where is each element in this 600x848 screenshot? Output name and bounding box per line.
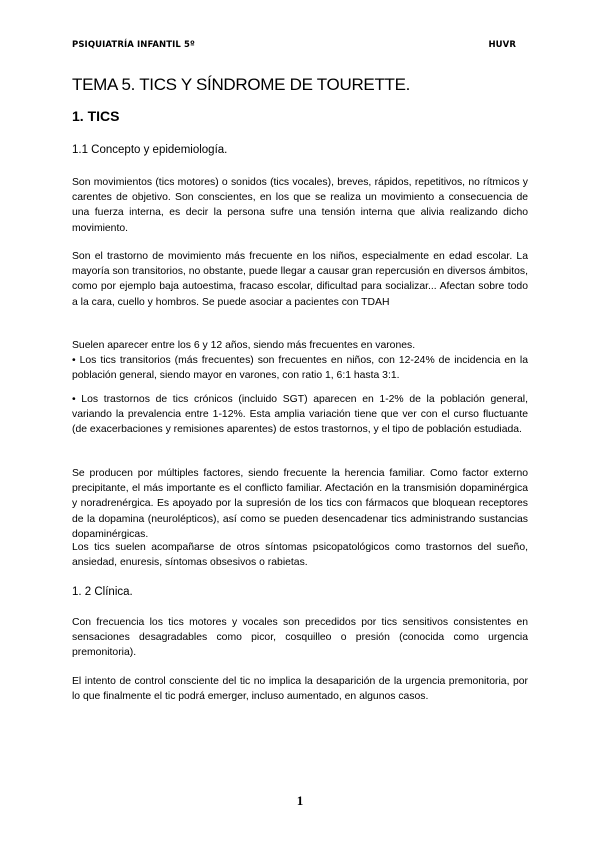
header-course: PSIQUIATRÍA INFANTIL 5º	[72, 40, 195, 50]
document-title: TEMA 5. TICS Y SÍNDROME DE TOURETTE.	[72, 75, 411, 94]
paragraph-comorbidity: Los tics suelen acompañarse de otros síntomas psicopatológicos como trastornos del sueño, ansiedad, enuresis, síntomas obsesivos o rabietas.	[72, 542, 528, 569]
paragraph-age: Suelen aparecer entre los 6 y 12 años, siendo más frecuentes en varones.	[72, 340, 416, 351]
page-number: 1	[296, 793, 304, 808]
header-hospital: HUVR	[488, 40, 516, 50]
section-heading-tics: 1. TICS	[72, 108, 120, 124]
bullet-chronic-tics: • Los trastornos de tics crónicos (incluido SGT) aparecen en 1-2% de la población general, variando la prevalencia entre 1-12%. Esta amplia variación tiene que ver con el curso fluctuante (de exacerbaciones y remisiones aparentes) de estos trastornos, y el tipo de población estudiada.	[72, 394, 528, 436]
paragraph-definition: Son movimientos (tics motores) o sonidos (tics vocales), breves, rápidos, repetitivos, no rítmicos y carentes de objetivo. Son conscientes, en los que se realiza un movimiento a consecuencia de una fuerza interna, es decir la persona sufre una tensión interna que alivia realizando dicho movimiento.	[72, 177, 528, 234]
subsection-heading-concept: 1.1 Concepto y epidemiología.	[72, 144, 228, 156]
subsection-heading-clinic: 1. 2 Clínica.	[72, 586, 133, 598]
bullet-transient-tics: • Los tics transitorios (más frecuentes) son frecuentes en niños, con 12-24% de incidencia en la población general, siendo mayor en varones, con ratio 1, 6:1 hasta 3:1.	[72, 355, 528, 382]
paragraph-frequency: Son el trastorno de movimiento más frecuente en los niños, especialmente en edad escolar. La mayoría son transitorios, no obstante, puede llegar a causar gran repercusión en diversos ámbitos, como por ejemplo baja autoestima, fracaso escolar, dificultad para socializar... Afectan sobre todo a la cara, cuello y hombros. Se puede asociar a pacientes con TDAH	[72, 251, 528, 308]
paragraph-etiology: Se producen por múltiples factores, siendo frecuente la herencia familiar. Como factor externo precipitante, el más importante es el conflicto familiar. Afectación en la transmisión dopaminérgica y noradrenérgica. Es apoyado por la supresión de los tics con fármacos que bloquean receptores de la dopamina (neurolépticos), así como se pueden desencadenar tics administrando sustancias dopaminérgicas.	[72, 468, 528, 540]
paragraph-premonitory: Con frecuencia los tics motores y vocales son precedidos por tics sensitivos consistentes en sensaciones desagradables como picor, cosquilleo o presión (conocida como urgencia premonitoria).	[72, 617, 528, 659]
paragraph-control: El intento de control consciente del tic no implica la desaparición de la urgencia premonitoria, por lo que finalmente el tic podrá emerger, incluso aumentado, en algunos casos.	[72, 676, 528, 703]
page-header	[72, 40, 516, 50]
